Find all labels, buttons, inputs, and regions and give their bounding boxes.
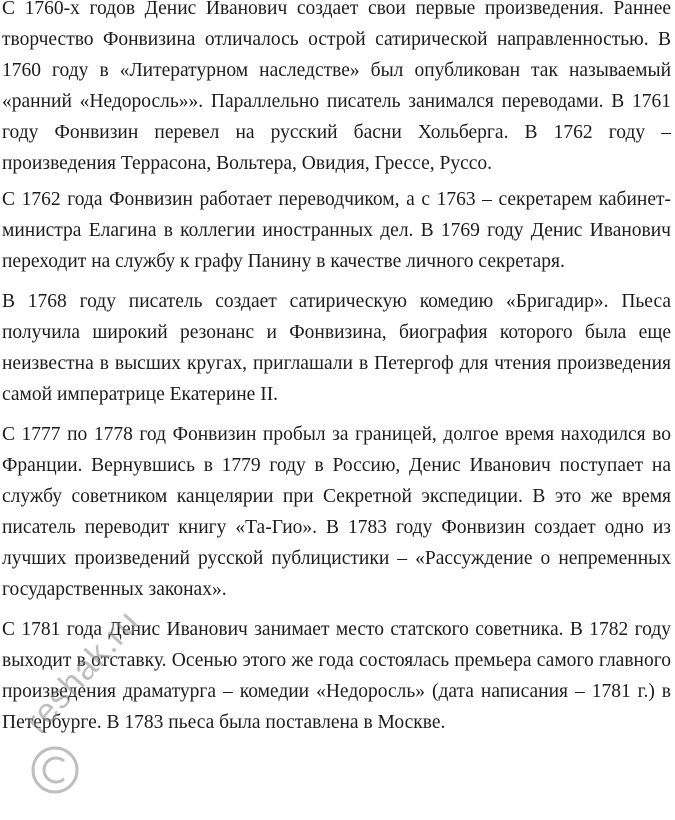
paragraph-3: В 1768 году писатель создает сатирическую комедию «Бригадир». Пьеса получила широкий резонанс и Фонвизина, биография которого была еще неизвестна в высших кругах, приглашали в Петергоф для чтения произведения самой императрице Екатерине II.: [2, 291, 671, 405]
paragraph-2: С 1762 года Фонвизин работает переводчиком, а с 1763 – секретарем кабинет-министра Елагина в коллегии иностранных дел. В 1769 году Денис Иванович переходит на службу к графу Панину в качестве личного секретаря.: [2, 189, 671, 272]
paragraph-4: С 1777 по 1778 год Фонвизин пробыл за границей, долгое время находился во Франции. Вернувшись в 1779 году в Россию, Денис Иванович поступает на службу советником канцелярии при Секретной экспедиции. В это же время писатель переводит книгу «Та-Гио». В 1783 году Фонвизин создает одно из лучших произведений русской публицистики – «Рассуждение о непременных государственных законах».: [2, 424, 671, 600]
watermark-text: reshak.ru: [17, 602, 147, 741]
paragraph-5: С 1781 года Денис Иванович занимает место статского советника. В 1782 году выходит в отставку. Осенью этого же года состоялась премьера самого главного произведения драматурга – комедии «Недоросль» (дата написания – 1781 г.) в Петербурге. В 1783 пьеса была поставлена в Москве.: [2, 619, 671, 733]
paragraph-1: С 1760-х годов Денис Иванович создает свои первые произведения. Раннее творчество Фонвизина отличалось острой сатирической направленностью. В 1760 году в «Литературном наследстве» был опубликован так называемый «ранний «Недоросль»». Параллельно писатель занимался переводами. В 1761 году Фонвизин перевел на русский басни Хольберга. В 1762 году – произведения Террасона, Вольтера, Овидия, Грессе, Руссо.: [2, 0, 671, 174]
